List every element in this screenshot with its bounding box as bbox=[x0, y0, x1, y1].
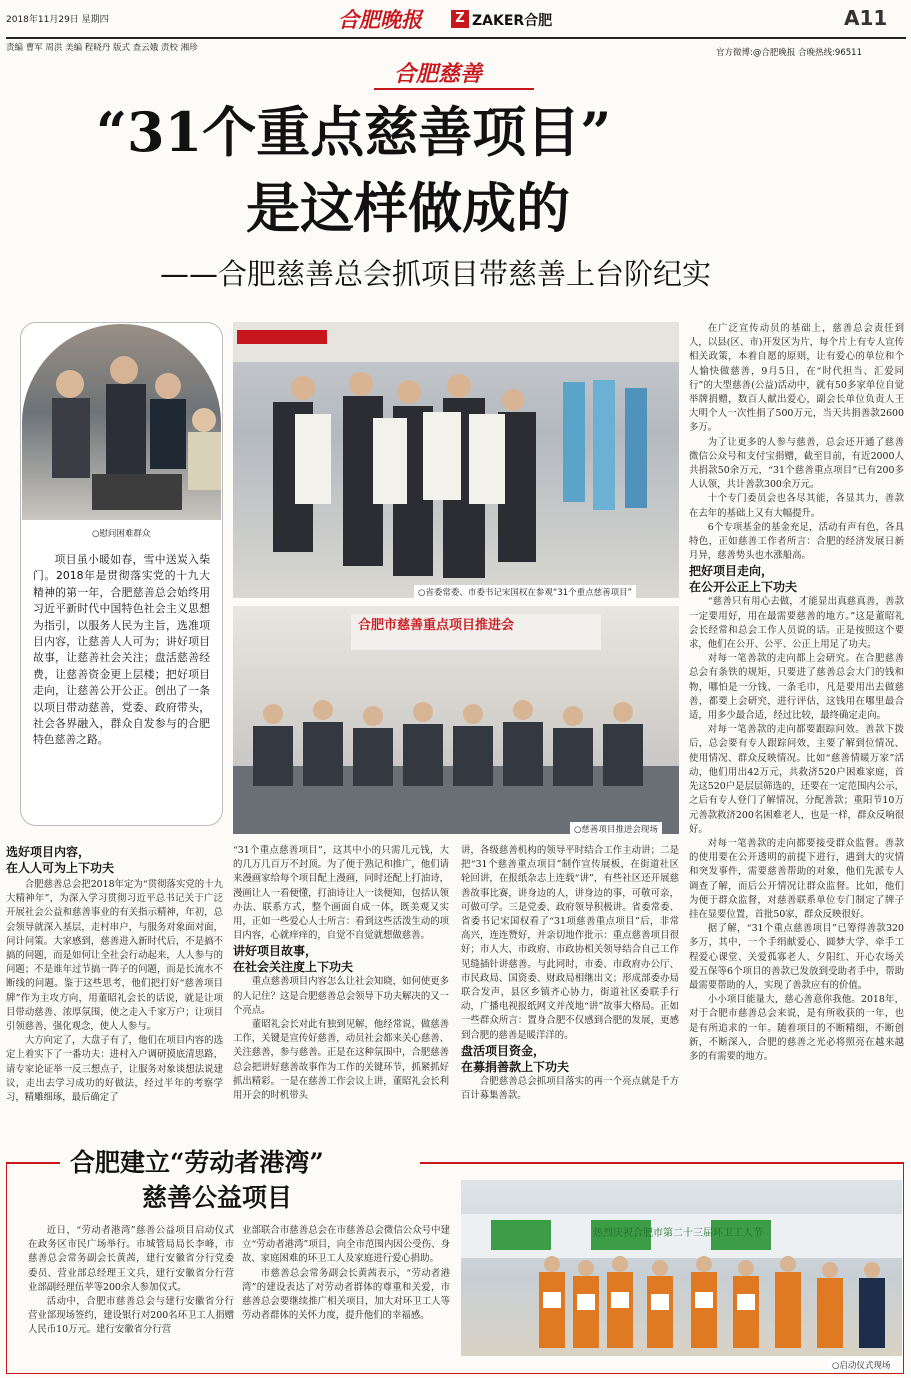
column-1 bbox=[6, 844, 223, 1105]
issue-date: 2018年11月29日 星期四 bbox=[6, 15, 109, 25]
visit-photo bbox=[22, 324, 221, 520]
masthead-rule bbox=[6, 37, 906, 39]
paper-logo: 合肥晚报 bbox=[338, 7, 422, 32]
column-3 bbox=[461, 844, 679, 1103]
editors-line: 责编 曹军 周洪 美编 程晓丹 版式 查云娥 责校 湘珍 bbox=[6, 43, 198, 53]
col1-heading-1: 选好项目内容， bbox=[6, 845, 91, 859]
tour-caption: ○省委常委、市委书记宋国权在参观“31个重点慈善项目” bbox=[414, 585, 636, 599]
meeting-banner-text: 合肥市慈善重点项目推进会 bbox=[358, 618, 515, 633]
visit-photo-figures bbox=[22, 324, 221, 520]
col4-p4: 6个专项基金的基金充足，活动有声有色，各具特色，正如慈善工作者所言：合肥的经济发展日新月异，慈善势头也水涨船高。 bbox=[689, 521, 904, 562]
col4-p6: 对每一笔善款的走向都上会研究。在合肥慈善总会有条铁的规矩，只要进了慈善总会大门的钱和物，哪怕是一分钱、一条毛巾，凡是要用出去做慈善，都要上会研究，进行评估，这钱用在哪里最合适，用多少最合适，经过比较，最终确定走向。 bbox=[689, 653, 904, 722]
headline-line1: “31个重点慈善项目” bbox=[96, 100, 612, 164]
right-column bbox=[689, 322, 904, 1064]
col4-p1: 在广泛宣传动员的基础上，慈善总会责任到人，以县(区、市)开发区为片，每个片上有专人宣传相关政策，本着自愿的原则，让有爱心的单位和个人愉快做慈善，9月5日，在“时代担当、汇爱同行”的大型慈善(公益)活动中，就有50多家单位自觉举牌捐赠，数百人献出爱心，副会长单位负责人王大明个人一次性捐了500万元，当天共捐善款2600多万。 bbox=[689, 323, 904, 434]
ceremony-photo-figures bbox=[461, 1180, 902, 1356]
bottom-col-b bbox=[242, 1224, 450, 1323]
section-title: 合肥慈善 bbox=[394, 61, 483, 87]
col4-p2: 为了让更多的人参与慈善，总会还开通了慈善微信公众号和支付宝捐赠，截至目前，有近2000人共捐款50余万元，“31个慈善重点项目”已有200多人认领，共计善款300余万元。 bbox=[689, 436, 904, 491]
bottom-colB-p1: 业部联合市慈善总会在市慈善总会微信公众号中建立“劳动者港湾”项目，向全市范围内因公受伤、身故、家庭困难的环卫工人及家庭进行爱心捐助。 bbox=[242, 1225, 450, 1265]
visit-caption: ○慰问困难群众 bbox=[88, 526, 154, 540]
col1-heading-2: 在人人可为上下功夫 bbox=[6, 861, 115, 875]
col1-p1: 合肥慈善总会把2018年定为“贯彻落实党的十九大精神年”，为深入学习贯彻习近平总书记关于广泛开展社会公益和慈善事业的有关指示精神，年初，总会领导就深入基层，走村串户，与服务对象面对面，问计问策。大家感到，慈善进入新时代后，不是搞不搞的问题，而是如何让全社会行动起来，人人参与的问题；不是谁年过节搞一阵子的问题，而是长流水不断线的问题。鉴于这些思考，他们把打好“慈善项目牌”作为主攻方向，用董昭礼会长的话说，就是让项目带动慈善、浓厚氛围，使之走入千家万户；让项目引领慈善，强化观念，使人人参与。 bbox=[6, 879, 223, 1033]
bottom-title-1: 合肥建立“劳动者港湾” bbox=[70, 1148, 324, 1177]
tour-photo bbox=[233, 322, 679, 598]
col4-heading-1: 把好项目走向， bbox=[689, 564, 774, 579]
headline-line2: 是这样做成的 bbox=[246, 176, 570, 240]
col4-p10: 小小项目能量大，慈心善意你我他。2018年，对于合肥市慈善总会来说，是有所收获的一年，也是有所追求的一年。随着项目的不断精细，不断创新，不断深入，合肥的慈善之光必将照亮在越来越多的有需要的地方。 bbox=[689, 994, 904, 1062]
bottom-colA-p2: 活动中，合肥市慈善总会与建行安徽省分行营业部现场签约，建设银行对200名环卫工人捐赠人民币10万元。建行安徽省分行营 bbox=[28, 1296, 234, 1336]
col2-p1: “31个重点慈善项目”，这其中小的只需几元钱，大的几万几百万不封顶。为了便于熟记和推广，他们请来漫画家给每个项目配上漫画，同时还配上打油诗，漫画让人一看便懂，打油诗让人一读便知，包括认领办法、联系方式，整个画面自成一体，既美观又实用，正如一些爱心人士所言：看到这些活泼生动的项目内容，心就痒痒的，自觉不自觉就想做慈善。 bbox=[233, 845, 449, 942]
col2-p3: 董昭礼会长对此有独到见解，他经常说，做慈善工作，关键是宣传好慈善，动员社会都来关心慈善、关注慈善，参与慈善。正是在这种氛围中，合肥慈善总会把讲好慈善故事作为工作的关键环节，抓紧抓好抓出精彩。一是在慈善工作会议上讲，董昭礼会长利用开会的时机带头 bbox=[233, 1019, 449, 1102]
col3-heading-1: 盘活项目资金， bbox=[461, 1043, 546, 1058]
column-2 bbox=[233, 844, 449, 1103]
tour-photo-figures bbox=[233, 322, 679, 598]
ceremony-banner-text: 热烈庆祝合肥市第二十三届环卫工人节 bbox=[593, 1228, 763, 1239]
col4-p3: 十个专门委员会也各尽其能，各显其力，善款在去年的基础上又有大幅提升。 bbox=[689, 493, 904, 519]
col2-p2: 重点慈善项目内容怎么让社会知晓，如何使更多的人记住？这是合肥慈善总会领导下功夫解决的又一个亮点。 bbox=[233, 976, 449, 1016]
bottom-colB-p2: 市慈善总会常务副会长黄茜表示，“劳动者港湾”的建设表达了对劳动者群体的尊重和关爱，市慈善总会要继续推广相关项目，加大对环卫工人等劳动者群体的关怀力度，提升他们的幸福感。 bbox=[242, 1267, 450, 1322]
col3-heading-2: 在募捐善款上下功夫 bbox=[461, 1059, 570, 1074]
col3-p1: 讲，各级慈善机构的领导平时结合工作主动讲；二是把“31个慈善重点项目”制作宣传展板，在街道社区轮回讲，在报纸杂志上连载“讲”，有些社区还开展慈善故事比赛，讲身边的人，讲身边的事，可敬可亲，可做可学。三是党委、政府领导积极讲。省委常委、省委书记宋国权看了“31项慈善重点项目”后，非常高兴，连连赞好，并亲切地作批示：重点慈善项目很好；市人大、市政府、市政协相关领导结合自己工作见缝插针讲慈善。与此同时，市委、市政府办公厅、市民政局、国资委、财政局相继出文；形成部委办局联合发声，县区乡镇齐心协力，街道社区委联手行动，广播电视报纸网文并茂地“讲”故事大格局。正如一些群众所言：置身合肥不仅感到合肥的发展，更感到合肥的慈善是暖洋洋的。 bbox=[461, 845, 679, 1041]
col4-heading-2: 在公开公正上下功夫 bbox=[689, 580, 798, 595]
bottom-title-2: 慈善公益项目 bbox=[142, 1183, 293, 1212]
col3-p2: 合肥慈善总会抓项目落实的再一个亮点就是千方百计募集善款。 bbox=[461, 1075, 679, 1102]
contacts-line: 官方微博:@合肥晚报 合晚热线:96511 bbox=[716, 48, 862, 58]
col4-p8: 对每一笔善款的走向都要接受群众监督。善款的使用要在公开透明的前提下进行，遇到大的灾情和突发事件，需要慈善帮助的对象，他们先派专人调查了解，而后公开情况让群众监督。比如，他们为便于群众监督，对慈善联系单位专门制定了牌子挂在显要位置，首批50家，群众反映很好。 bbox=[689, 837, 904, 920]
meeting-photo-figures bbox=[233, 606, 679, 834]
section-underline bbox=[374, 88, 534, 90]
bottom-colA-p1: 近日，“劳动者港湾”慈善公益项目启动仪式在政务区市民广场举行。市城管局局长李峰，市慈善总会常务副会长黄茜，建行安徽省分行党委委员、营业部总经理王文兵，建行安徽省分行营业部副经理伍苹等200余人参加仪式。 bbox=[28, 1225, 234, 1293]
meeting-caption: ○慈善项目推进会现场 bbox=[570, 822, 662, 836]
ceremony-caption: ○启动仪式现场 bbox=[828, 1358, 894, 1372]
col4-p7: 对每一笔善款的走向都要跟踪问效。善款下拨后，总会要有专人跟踪问效，主要了解到位情况、使用情况、群众反映情况。比如“慈善情暖万家”活动，他们用出42万元，共救济520户困难家庭，首先这520户是层层筛选的，还要在一定范围内公示，之后有专人登门了解情况，分配善款；重阳节10万元善款救济200名困难老人，也是一样，群众反响很好。 bbox=[689, 724, 904, 835]
col2-heading-1: 讲好项目故事， bbox=[233, 944, 318, 959]
page-number: A11 bbox=[844, 6, 888, 30]
headline-subtitle: ——合肥慈善总会抓项目带慈善上台阶纪实 bbox=[160, 257, 712, 291]
lead-paragraph: 项目虽小暖如春，雪中送炭入柴门。2018年是贯彻落实党的十九大精神的第一年，合肥慈善总会始终用习近平新时代中国特色社会主义思想为指引，以服务人民为主旨，选准项目内容，让慈善人人可为；讲好项目故事，让慈善社会关注；盘活慈善经费，让慈善资金更上层楼；把好项目走向，让慈善公开公正。创出了一条以项目带动慈善，党委、政府带头，社会各界融入，群众自发参与的合肥特色慈善之路。 bbox=[33, 553, 210, 747]
col2-heading-2: 在社会关注度上下功夫 bbox=[233, 960, 354, 975]
bottom-col-a bbox=[28, 1224, 234, 1338]
partner-name: ZAKER合肥 bbox=[472, 13, 553, 29]
ceremony-photo bbox=[461, 1180, 902, 1356]
meeting-photo bbox=[233, 606, 679, 834]
col4-p9: 据了解，“31个重点慈善项目”已筹得善款320多万，其中，一个手绢献爱心、圆梦大学、牵手工程爱心课堂、关爱孤寡老人、夕阳红、开心农场关爱五保等6个项目的善款已发放到受助者手中，帮助最需要帮助的人，实现了善款应有的价值。 bbox=[689, 923, 904, 991]
zaker-logo-icon: Z bbox=[451, 10, 469, 28]
col4-p5: “慈善只有用心去做，才能显出真慈真善，善款一定要用好，用在最需要慈善的地方。”这是董昭礼会长经常和总会工作人员说的话。正是按照这个要求，他们在公开、公平、公正上用足了功夫。 bbox=[689, 596, 904, 651]
col1-p2: 大方向定了，大盘子有了，他们在项目内容的选定上着实下了一番功夫：进村入户调研摸底清思路，请专家论证举一反三想点子，让服务对象谈想法说建议，走出去学习成功的好做法，经过半年的考察学习，精雕细琢，最后确定了 bbox=[6, 1035, 223, 1104]
